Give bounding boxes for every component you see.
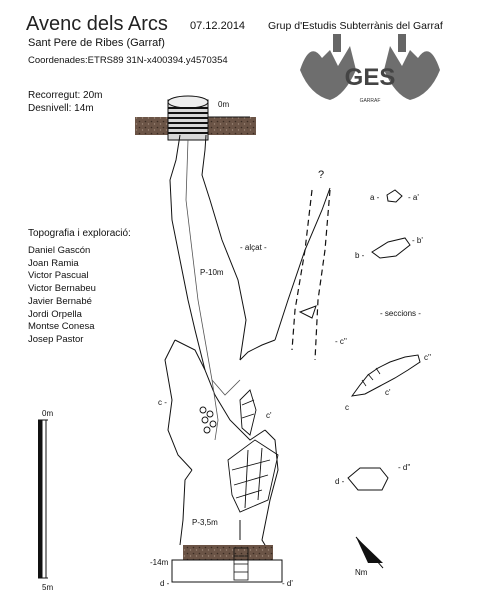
c-dprime-plan-label: - c'' [335, 337, 347, 346]
rocks [200, 407, 216, 433]
north-arrow [356, 537, 383, 568]
d-dprime-plan-label: - d'' [398, 463, 411, 472]
zero-m-label: 0m [218, 100, 230, 109]
team-member: Javier Bernabé [28, 295, 92, 307]
depth-stat: Desnivell: 14m [28, 103, 94, 114]
p10-label: P-10m [200, 268, 224, 277]
c-prime-section-label: c' [385, 388, 391, 397]
team-member: Jordi Orpella [28, 308, 82, 320]
d-prime-label: - d' [282, 579, 293, 588]
team-member: Daniel Gascón [28, 245, 91, 256]
location: Sant Pere de Ribes (Garraf) [28, 37, 165, 49]
a-prime-label: - a' [408, 193, 419, 202]
rope-line [186, 140, 240, 440]
team-member: Josep Pastor [28, 333, 84, 345]
section-b [372, 238, 410, 258]
team-heading: Topografia i exploració: [28, 228, 131, 239]
group-name: Grup d'Estudis Subterrànis del Garraf [268, 20, 443, 32]
team-member: Montse Conesa [28, 321, 95, 333]
d-plan-label: d - [335, 477, 345, 486]
b-label: b - [355, 251, 365, 260]
minus14-label: -14m [150, 558, 169, 567]
alcat-label: - alçat - [240, 243, 267, 252]
a-label: a - [370, 193, 380, 202]
team-member: Victor Bernabeu [28, 283, 96, 295]
c-label: c [345, 403, 349, 412]
cave-outline [165, 135, 330, 550]
bottom-chamber [172, 560, 282, 582]
stone-column [240, 390, 256, 435]
section-a [387, 190, 402, 202]
seccions-label: - seccions - [380, 309, 421, 318]
section-shapes [348, 190, 420, 490]
c-dash-label: c - [158, 398, 167, 407]
c-dprime-label: c'' [424, 353, 432, 362]
logo-small-text: GARRAF [359, 98, 381, 104]
c-prime-label: c' [266, 411, 272, 420]
length-stat: Recorregut: 20m [28, 90, 103, 101]
p35-label: P-3,5m [192, 518, 218, 527]
scale-bar [38, 420, 48, 578]
scale-bottom-label: 5m [42, 583, 54, 592]
team-member: Joan Ramia [28, 257, 79, 269]
dashed-walls [292, 190, 330, 360]
north-label: Nm [355, 568, 368, 577]
soil-right [206, 117, 256, 135]
section-d [348, 468, 388, 490]
d-label: d - [160, 579, 170, 588]
stone-block [228, 440, 278, 512]
ges-logo [300, 34, 440, 104]
scale-top-label: 0m [42, 409, 54, 418]
logo-letters: GES [344, 64, 396, 91]
team-member: Victor Pascual [28, 270, 89, 282]
question-label: ? [318, 169, 325, 181]
small-section [300, 306, 316, 318]
entrance-tube [168, 96, 208, 140]
survey-date: 07.12.2014 [190, 20, 246, 32]
bottom-soil [183, 545, 273, 560]
cave-title: Avenc dels Arcs [26, 13, 168, 35]
coordinates: Coordenades:ETRS89 31N-x400394.y4570354 [28, 55, 228, 66]
b-prime-label: - b' [412, 236, 423, 245]
